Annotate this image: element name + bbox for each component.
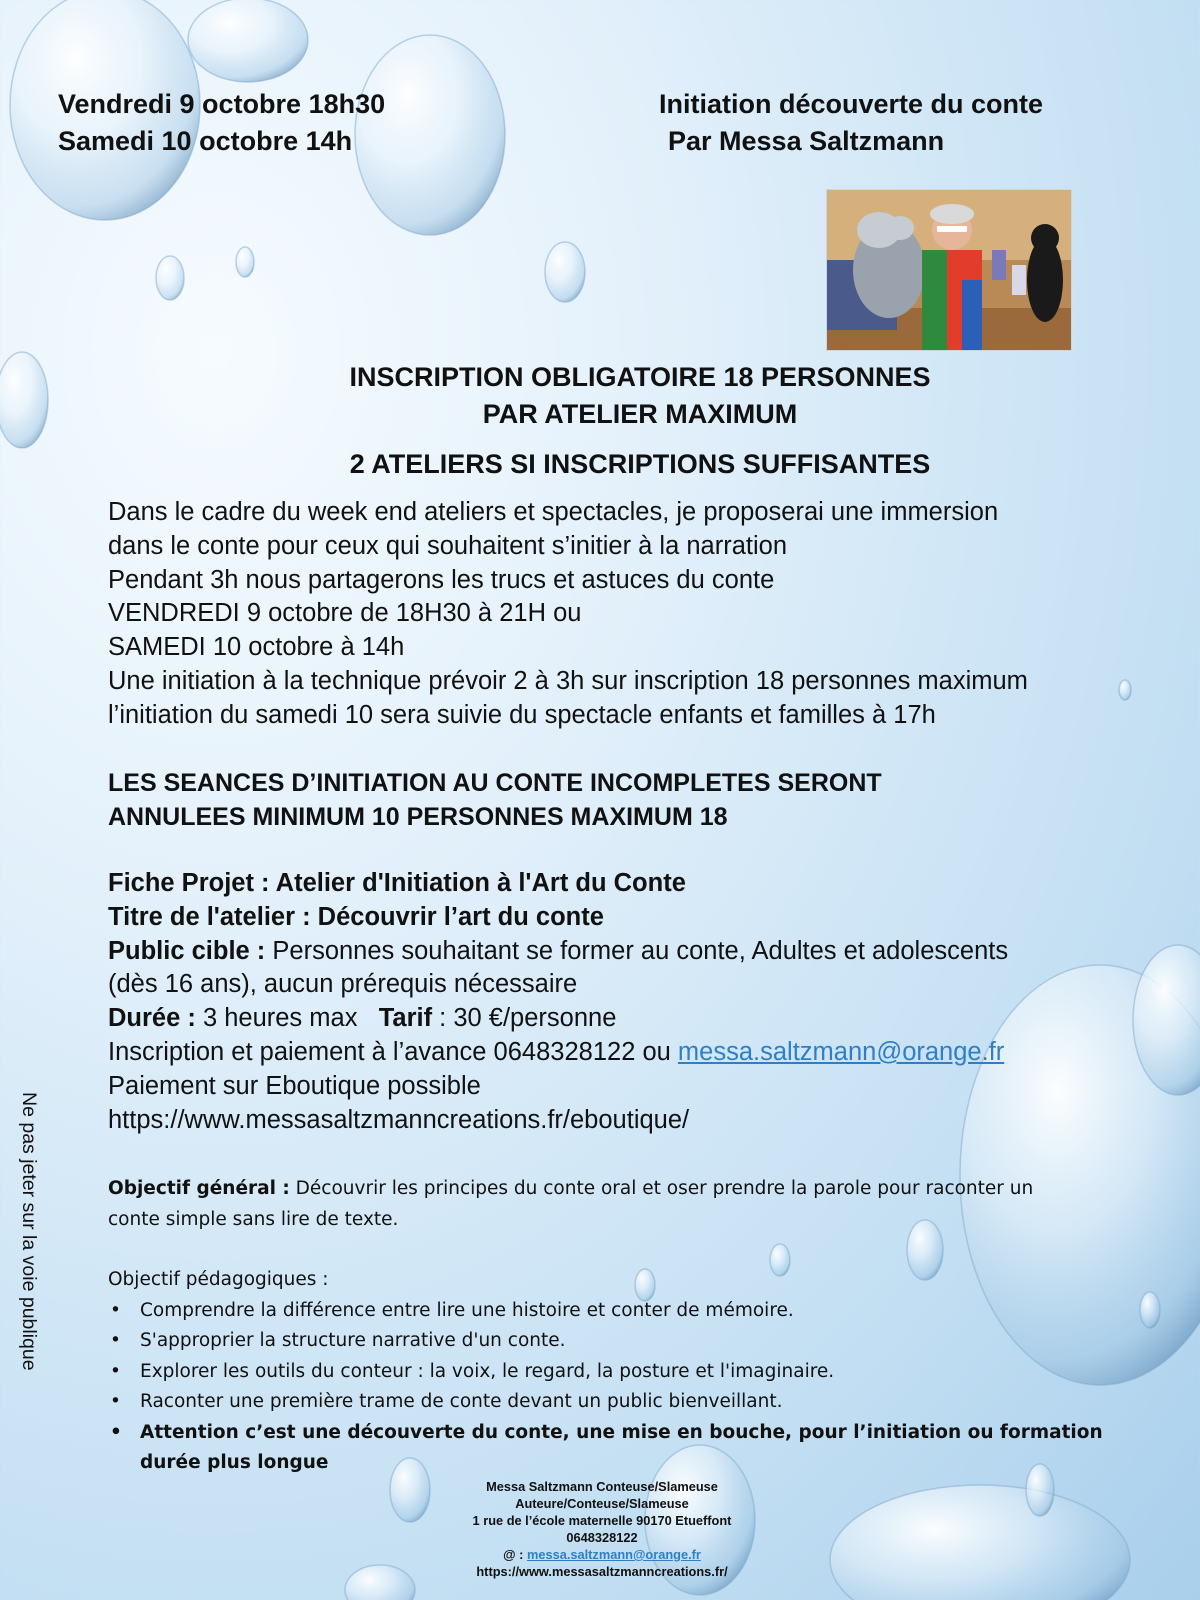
objective-item: • Comprendre la différence entre lire une histoire et conter de mémoire. (108, 1296, 1108, 1327)
general-objective (108, 1174, 1108, 1235)
duration-label: Durée : (108, 1004, 196, 1033)
pedagogical-objectives (108, 1265, 1108, 1479)
general-objective-text-2: conte simple sans lire de texte. (108, 1208, 399, 1230)
cancellation-warning (108, 766, 882, 834)
intro-paragraph (108, 496, 1188, 733)
intro-line: Une initiation à la technique prévoir 2 à 3h sur inscription 18 personnes maximum (108, 666, 1028, 695)
intro-line: dans le conte pour ceux qui souhaitent s’initier à la narration (108, 531, 787, 560)
pedagogical-label: Objectif pédagogiques : (108, 1269, 329, 1290)
side-notice: Ne pas jeter sur la voie publique (18, 1092, 40, 1371)
project-public (108, 935, 1188, 969)
general-objective-label: Objectif général : (108, 1178, 290, 1199)
event-title (659, 86, 1043, 160)
footer-url[interactable]: https://www.messasaltzmanncreations.fr/ (476, 1564, 728, 1579)
project-sheet (108, 867, 1188, 1137)
public-value: Personnes souhaitant se former au conte, Adultes et adolescents (265, 936, 1009, 965)
footer-phone: 0648328122 (566, 1530, 638, 1545)
project-fiche: Fiche Projet : Atelier d'Initiation à l'Art du Conte (108, 869, 686, 897)
date-line-saturday: Samedi 10 octobre 14h (58, 126, 353, 156)
public-label: Public cible : (108, 936, 266, 965)
intro-line: l’initiation du samedi 10 sera suivie du spectacle enfants et familles à 17h (108, 700, 936, 729)
attention-line-2: durée plus longue (140, 1452, 329, 1473)
price-label: Tarif (378, 1004, 433, 1033)
footer-email-link[interactable]: messa.saltzmann@orange.fr (526, 1547, 701, 1562)
email-link[interactable]: messa.saltzmann@orange.fr (677, 1037, 1005, 1066)
warning-line-2: ANNULEES MINIMUM 10 PERSONNES MAXIMUM 18 (108, 803, 728, 831)
event-dates (58, 86, 385, 160)
date-line-friday: Vendredi 9 octobre 18h30 (58, 89, 386, 119)
general-objective-text: Découvrir les principes du conte oral et oser prendre la parole pour raconter un (289, 1178, 1034, 1199)
price-value: : 30 €/personne (432, 1004, 617, 1033)
objective-item: • Explorer les outils du conteur : la voix, le regard, la posture et l'imaginaire. (108, 1357, 1108, 1388)
project-inscription (108, 1036, 1188, 1070)
footer-address: 1 rue de l’école maternelle 90170 Etueffont (472, 1513, 732, 1528)
objectives-list (108, 1296, 1108, 1479)
intro-line: VENDREDI 9 octobre de 18H30 à 21H ou (108, 599, 582, 628)
storyteller-with-puppets-icon (827, 190, 1071, 350)
inscription-text: Inscription et paiement à l’avance 0648328122 ou (108, 1037, 678, 1066)
duration-value: 3 heures max (195, 1004, 379, 1033)
attention-line-1: Attention c’est une découverte du conte, une mise en bouche, pour l’initiation ou formation (140, 1421, 1103, 1443)
intro-line: SAMEDI 10 octobre à 14h (108, 633, 405, 662)
storyteller-photo (826, 189, 1072, 351)
contact-footer (400, 1478, 804, 1580)
objective-item: • Raconter une première trame de conte devant un public bienveillant. (108, 1387, 1108, 1418)
footer-line-1: Messa Saltzmann Conteuse/Slameuse (486, 1479, 718, 1494)
project-public-2: (dès 16 ans), aucun prérequis nécessaire (108, 970, 578, 999)
intro-line: Dans le cadre du week end ateliers et spectacles, je proposerai une immersion (108, 498, 999, 526)
registration-notice (40, 359, 1200, 433)
objective-item: • S'approprier la structure narrative d'un conte. (108, 1326, 1108, 1357)
attention-item (108, 1418, 1108, 1479)
footer-line-2: Auteure/Conteuse/Slameuse (515, 1496, 689, 1511)
footer-email-prefix: @ : (503, 1547, 527, 1562)
notice-line-1: INSCRIPTION OBLIGATOIRE 18 PERSONNES (349, 362, 931, 392)
footer-email-line (400, 1546, 804, 1563)
notice-line-3: 2 ATELIERS SI INSCRIPTIONS SUFFISANTES (349, 449, 931, 479)
general-objective-line (108, 1174, 1108, 1205)
title-line: Initiation découverte du conte (659, 89, 1044, 119)
warning-line-1: LES SEANCES D’INITIATION AU CONTE INCOMPLETES SERONT (108, 769, 882, 797)
intro-line: Pendant 3h nous partagerons les trucs et astuces du conte (108, 565, 775, 594)
project-payment: Paiement sur Eboutique possible (108, 1071, 481, 1100)
project-title: Titre de l'atelier : Découvrir l’art du conte (108, 902, 604, 931)
notice-line-2: PAR ATELIER MAXIMUM (482, 399, 798, 429)
eboutique-url[interactable]: https://www.messasaltzmanncreations.fr/eboutique/ (108, 1105, 690, 1134)
author-line: Par Messa Saltzmann (668, 126, 945, 156)
project-duration (108, 1002, 1188, 1036)
